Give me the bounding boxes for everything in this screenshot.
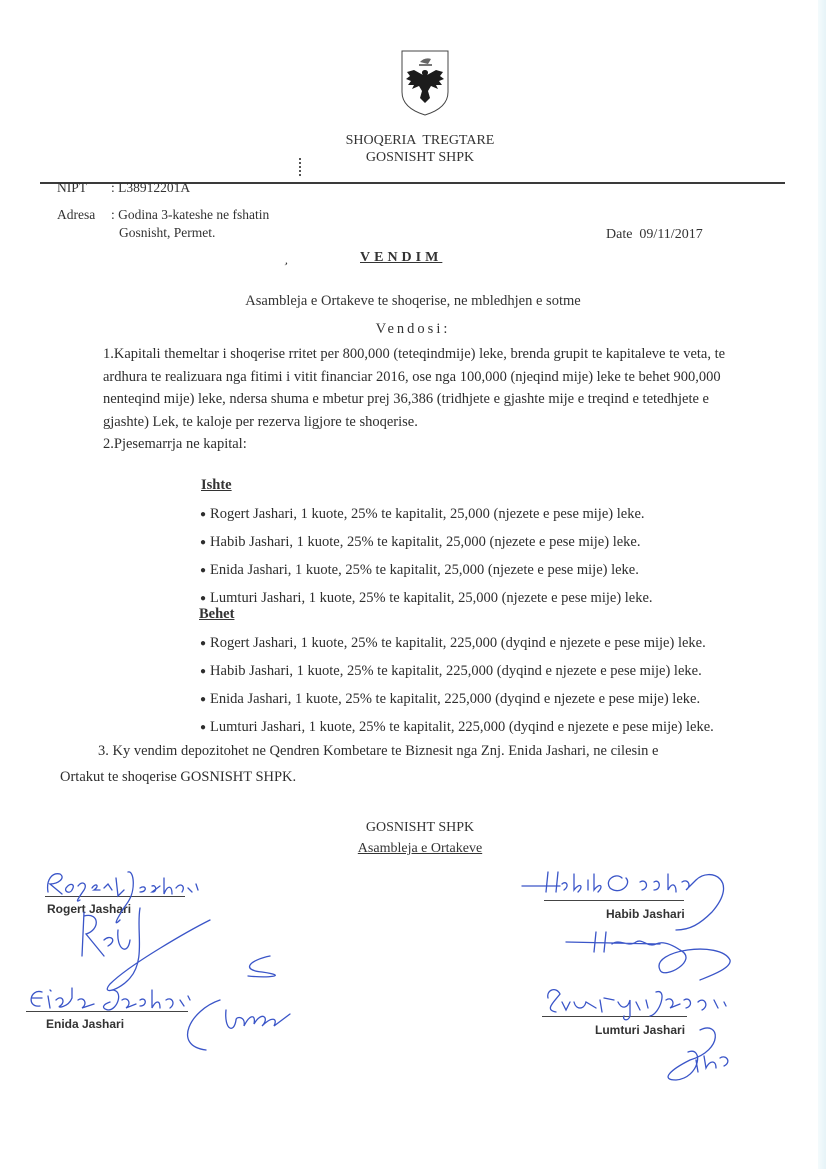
point-2-text: 2.Pjesemarrja ne kapital: [103, 436, 247, 452]
point-1-text: 1.Kapitali themeltar i shoqerise rritet per 800,000 (teteqindmije) leke, brenda grupit te kapitaleve te veta, te ardhura te realizuara nga fitimi i vitit financiar 2016, ose nga 100,000 (njeqind mije) leke te behet 900,000 nenteqind mije) leke, ndersa shuma e mbetur prej 36,386 (tridhjete e gjashte mije e treqind e tetedhjete e gjashte) Lek, te kaloje per rezerva ligjore te shoqerise. [103, 346, 726, 430]
signature-line [542, 1016, 687, 1017]
list-item: ● Rogert Jashari, 1 kuote, 25% te kapitalit, 25,000 (njezete e pese mije) leke. [200, 501, 653, 529]
list-item: ● Lumturi Jashari, 1 kuote, 25% te kapitalit, 225,000 (dyqind e njezete e pese mije) leke. [200, 714, 714, 742]
signature-line [544, 900, 684, 901]
signer-name-habib: Habib Jashari [606, 907, 685, 921]
signature-company: GOSNISHT SHPK [365, 820, 475, 835]
list-item: ● Rogert Jashari, 1 kuote, 25% te kapitalit, 225,000 (dyqind e njezete e pese mije) leke. [200, 630, 714, 658]
behet-list [200, 630, 714, 742]
signature-block-header [330, 817, 510, 859]
address-row [57, 206, 269, 242]
signature-assembly: Asambleja e Ortakeve [357, 841, 483, 856]
handwritten-habib [522, 872, 724, 930]
list-item: ● Lumturi Jashari, 1 kuote, 25% te kapitalit, 25,000 (njezete e pese mije) leke. [200, 585, 653, 613]
signature-line [26, 1011, 188, 1012]
signature-line [45, 896, 185, 897]
scan-edge [818, 0, 826, 1169]
signer-name-rogert: Rogert Jashari [47, 902, 132, 916]
point-3-line-2: Ortakut te shoqerise GOSNISHT SHPK. [60, 769, 297, 785]
handwritten-enida [31, 988, 190, 1010]
list-item: ● Enida Jashari, 1 kuote, 25% te kapitalit, 25,000 (njezete e pese mije) leke. [200, 557, 653, 585]
company-line-1: SHOQERIA TREGTARE [345, 133, 495, 148]
nipt-label: NIPT [57, 180, 87, 195]
decides-heading: Vendosi: [375, 321, 451, 337]
address-line-1: : Godina 3-kateshe ne fshatin [111, 207, 270, 222]
point-3-line-1: 3. Ky vendim depozitohet ne Qendren Kombetare te Biznesit nga Znj. Enida Jashari, ne cilesin e [98, 743, 659, 759]
ishte-list [200, 501, 653, 613]
nipt-value: : L38912201A [111, 180, 191, 195]
scan-mark [299, 158, 301, 176]
list-item: ● Habib Jashari, 1 kuote, 25% te kapitalit, 25,000 (njezete e pese mije) leke. [200, 529, 653, 557]
company-header [300, 132, 540, 166]
signer-name-enida: Enida Jashari [46, 1017, 125, 1031]
list-item: ● Enida Jashari, 1 kuote, 25% te kapitalit, 225,000 (dyqind e njezete e pese mije) leke. [200, 686, 714, 714]
handwritten-rogert-initial [82, 908, 210, 991]
albanian-coat-of-arms-icon [398, 48, 452, 118]
point-3 [60, 738, 760, 790]
document-date: Date 09/11/2017 [606, 227, 703, 242]
handwritten-habib-initial [566, 932, 730, 980]
address-line-2: Gosnisht, Permet. [119, 225, 216, 240]
list-item: ● Habib Jashari, 1 kuote, 25% te kapitalit, 225,000 (dyqind e njezete e pese mije) leke. [200, 658, 714, 686]
behet-heading: Behet [199, 606, 235, 622]
company-line-2: GOSNISHT SHPK [365, 150, 475, 165]
nipt-row [57, 180, 190, 196]
scan-mark: , [283, 252, 292, 268]
intro-text: Asambleja e Ortakeve te shoqerise, ne mbledhjen e sotme [245, 293, 581, 309]
document-title: VENDIM [360, 250, 443, 265]
ishte-heading: Ishte [201, 477, 232, 493]
address-label: Adresa [57, 207, 96, 222]
point-1 [103, 343, 743, 456]
signer-name-lumturi: Lumturi Jashari [595, 1023, 686, 1037]
handwritten-enida-initial [188, 956, 290, 1050]
